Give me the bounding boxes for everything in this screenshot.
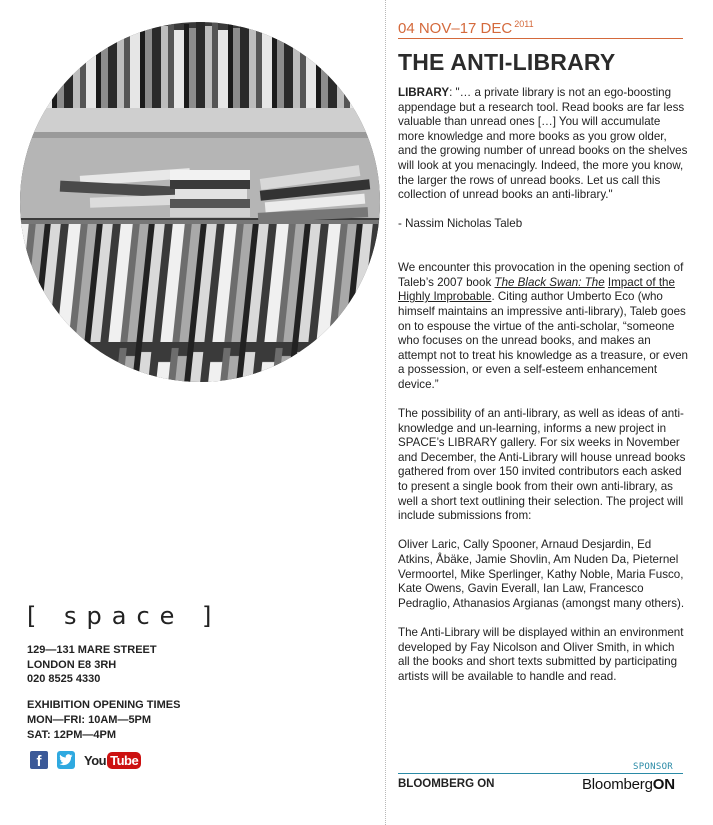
article-body bbox=[398, 86, 688, 699]
youtube-tube-text: Tube bbox=[107, 752, 141, 769]
facebook-icon[interactable] bbox=[30, 751, 48, 769]
address-line-street: 129—131 MARE STREET bbox=[27, 644, 157, 656]
youtube-icon[interactable] bbox=[84, 752, 141, 769]
date-range: 04 NOV–17 DEC bbox=[398, 20, 513, 37]
sponsor-name: BLOOMBERG ON bbox=[398, 778, 495, 790]
space-logo: [ space ] bbox=[27, 602, 222, 630]
paragraph-2: The possibility of an anti-library, as well as ideas of anti-knowledge and un-learning, informs a new project in SPACE’s LIBRARY gallery. For six weeks in November and December, the Anti-Library will house unread books gathered from over 150 invited contributors each asked to present a single book from their own anti-library, as well a short text outlining their selection. The project will include submissions from: bbox=[398, 407, 686, 523]
page-title: THE ANTI-LIBRARY bbox=[398, 49, 616, 75]
exhibition-dates bbox=[398, 20, 683, 39]
sponsor-label: SPONSOR bbox=[633, 762, 674, 772]
intro-quote bbox=[398, 86, 688, 203]
twitter-icon[interactable] bbox=[57, 751, 75, 769]
hours-weekday: MON—FRI: 10AM—5PM bbox=[27, 714, 152, 726]
address-line-city: LONDON E8 3RH bbox=[27, 658, 117, 671]
youtube-you-text: You bbox=[84, 752, 107, 768]
opening-hours bbox=[27, 698, 180, 743]
bookshelf-photo bbox=[20, 22, 380, 382]
bloomberg-logo-wordmark: Bloomberg bbox=[582, 776, 653, 793]
paragraph-3: Oliver Laric, Cally Spooner, Arnaud Desjardin, Ed Atkins, Åbäke, Jamie Shovlin, Am Nuden Da, Pieternel Vermoortel, Mike Sperlinger, Kathy Noble, Maria Fusco, Kate Owens, Gavin Everall, Ian Law, Francesco Pedraglio, Athanasios Argianas (amongst many others). bbox=[398, 538, 685, 610]
venue-phone: 020 8525 4330 bbox=[27, 673, 101, 685]
quote-attribution: - Nassim Nicholas Taleb bbox=[398, 217, 523, 231]
bookshelf-illustration bbox=[20, 22, 380, 382]
paragraph-1-after: . Citing author Umberto Eco (who himself maintains an impressive anti-library), Taleb goes on to espouse the virtue of the anti-scholar, “someone who focuses on the unread books, and makes an attempt not to treat his knowledge as a treasure, or even a possession, or even a self-esteem enhancement device.” bbox=[398, 290, 689, 391]
book-title-link[interactable]: The Black Swan: The bbox=[494, 275, 605, 289]
spacer bbox=[398, 247, 688, 262]
facebook-glyph: f bbox=[36, 753, 42, 769]
paragraph-1-before: We encounter this provocation in the opening section of Taleb’s 2007 book bbox=[398, 261, 684, 289]
hours-saturday: SAT: 12PM—4PM bbox=[27, 729, 117, 741]
intro-lead: LIBRARY bbox=[398, 86, 450, 99]
column-divider bbox=[385, 0, 386, 825]
paragraph-1 bbox=[398, 261, 688, 392]
bloomberg-logo-on: ON bbox=[652, 776, 675, 793]
intro-quote-text: : "… a private library is not an ego-boosting appendage but a research tool. Read books are far less valuable than unread ones […] You will accumulate more knowledge and more books as you grow older, and the growing number of unread books on the shelves will look at you menacingly. Indeed, the more you know, the larger the rows of unread books. Let us call this collection of unread books an anti-library." bbox=[398, 86, 688, 202]
book-subtitle-link[interactable]: Impact of the Highly Improbable bbox=[398, 275, 675, 304]
bloomberg-logo[interactable] bbox=[582, 776, 675, 793]
venue-address bbox=[27, 643, 157, 687]
social-links bbox=[30, 751, 141, 769]
date-year: 2011 bbox=[514, 19, 534, 29]
paragraph-4: The Anti-Library will be displayed within an environment developed by Fay Nicolson and Oliver Smith, in which all the books and short texts submitted by participating artists will be available to handle and read. bbox=[398, 625, 684, 683]
twitter-bird-glyph bbox=[59, 754, 73, 766]
sponsor-divider bbox=[398, 773, 683, 774]
hours-title: EXHIBITION OPENING TIMES bbox=[27, 699, 181, 711]
